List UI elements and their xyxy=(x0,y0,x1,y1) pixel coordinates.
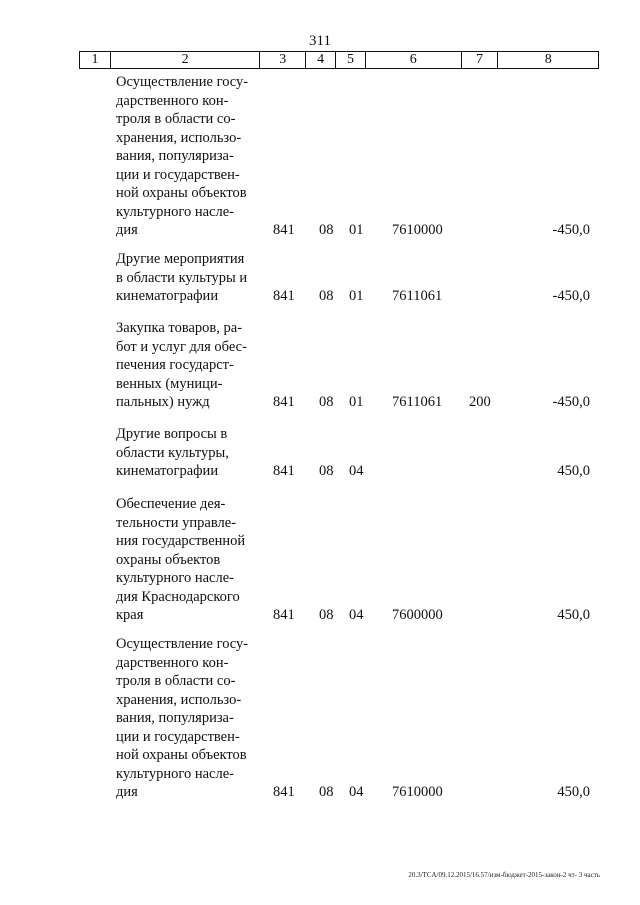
amount: 450,0 xyxy=(557,607,590,623)
row-description xyxy=(116,635,260,802)
grbs-code: 841 xyxy=(273,222,295,238)
document-footer: 20.3/TCA/09.12.2015/16.57/изм-бюджет-2015-закон-2 чт- 3 часть xyxy=(408,871,600,879)
table-row xyxy=(0,73,640,240)
description-line: края xyxy=(116,607,144,623)
description-line: венных (муници- xyxy=(116,375,223,392)
description-line: культурного насле- xyxy=(116,570,234,586)
description-line: Осуществление госу- xyxy=(116,74,249,90)
row-description xyxy=(116,425,260,481)
description-line: троля в области со- xyxy=(116,111,236,127)
description-line: культурного насле- xyxy=(116,765,234,782)
description-line: ния государственной xyxy=(116,533,246,549)
description-line: дарственного кон- xyxy=(116,92,229,109)
grbs-code: 841 xyxy=(273,607,295,623)
amount: -450,0 xyxy=(552,288,590,304)
table-row xyxy=(0,635,640,802)
target-article-code: 7610000 xyxy=(392,784,443,800)
description-line: тельности управле- xyxy=(116,514,237,531)
description-line: Осуществление госу- xyxy=(116,636,249,652)
section-code: 08 xyxy=(319,463,334,479)
target-article-code: 7611061 xyxy=(392,288,443,304)
subsection-code: 01 xyxy=(349,288,364,304)
column-header-4: 4 xyxy=(306,52,336,68)
amount: -450,0 xyxy=(552,394,590,410)
section-code: 08 xyxy=(319,607,334,623)
section-code: 08 xyxy=(319,288,334,304)
subsection-code: 01 xyxy=(349,394,364,410)
table-row xyxy=(0,250,640,306)
column-header-8: 8 xyxy=(544,52,552,67)
description-line: вания, популяриза- xyxy=(116,710,234,726)
row-description xyxy=(116,73,260,240)
description-line: ной охраны объектов xyxy=(116,185,247,201)
column-header-row xyxy=(79,51,599,69)
description-line: культурного насле- xyxy=(116,203,234,220)
column-header-2: 2 xyxy=(111,52,260,68)
column-header-5: 5 xyxy=(336,52,366,68)
description-line: Закупка товаров, ра- xyxy=(116,320,243,336)
target-article-code: 7611061 xyxy=(392,394,443,410)
grbs-code: 841 xyxy=(273,288,295,304)
subsection-code: 04 xyxy=(349,607,364,623)
description-line: дия xyxy=(116,784,138,800)
description-line: троля в области со- xyxy=(116,673,236,689)
description-line: Другие вопросы в xyxy=(116,426,228,442)
description-line: Обеспечение дея- xyxy=(116,496,226,512)
description-line: ции и государствен- xyxy=(116,728,240,745)
description-line: дия xyxy=(116,222,138,238)
row-description xyxy=(116,495,260,625)
section-code: 08 xyxy=(319,394,334,410)
column-header-7: 7 xyxy=(462,52,499,68)
row-description xyxy=(116,250,260,306)
table-row xyxy=(0,425,640,481)
section-code: 08 xyxy=(319,784,334,800)
description-line: кинематографии xyxy=(116,288,219,304)
description-line: кинематографии xyxy=(116,463,219,479)
grbs-code: 841 xyxy=(273,394,295,410)
description-line: хранения, использо- xyxy=(116,129,242,146)
description-line: бот и услуг для обес- xyxy=(116,338,247,355)
target-article-code: 7610000 xyxy=(392,222,443,238)
description-line: Другие мероприятия xyxy=(116,251,245,267)
subsection-code: 01 xyxy=(349,222,364,238)
grbs-code: 841 xyxy=(273,463,295,479)
section-code: 08 xyxy=(319,222,334,238)
table-row xyxy=(0,319,640,412)
amount: 450,0 xyxy=(557,463,590,479)
amount: 450,0 xyxy=(557,784,590,800)
description-line: в области культуры и xyxy=(116,269,248,286)
description-line: дия Краснодарского xyxy=(116,588,240,605)
expense-type-code: 200 xyxy=(469,394,491,410)
description-line: хранения, использо- xyxy=(116,691,242,708)
description-line: печения государст- xyxy=(116,357,234,373)
description-line: пальных) нужд xyxy=(116,394,210,410)
table-row xyxy=(0,495,640,625)
grbs-code: 841 xyxy=(273,784,295,800)
page-number: 311 xyxy=(309,33,331,49)
subsection-code: 04 xyxy=(349,463,364,479)
subsection-code: 04 xyxy=(349,784,364,800)
column-header-3: 3 xyxy=(260,52,306,68)
column-header-6: 6 xyxy=(366,52,462,68)
row-description xyxy=(116,319,260,412)
target-article-code: 7600000 xyxy=(392,607,443,623)
description-line: вания, популяриза- xyxy=(116,148,234,164)
description-line: охраны объектов xyxy=(116,551,221,568)
column-header-1: 1 xyxy=(80,52,111,68)
description-line: области культуры, xyxy=(116,444,229,461)
description-line: ции и государствен- xyxy=(116,166,240,183)
description-line: ной охраны объектов xyxy=(116,747,247,763)
amount: -450,0 xyxy=(552,222,590,238)
description-line: дарственного кон- xyxy=(116,654,229,671)
